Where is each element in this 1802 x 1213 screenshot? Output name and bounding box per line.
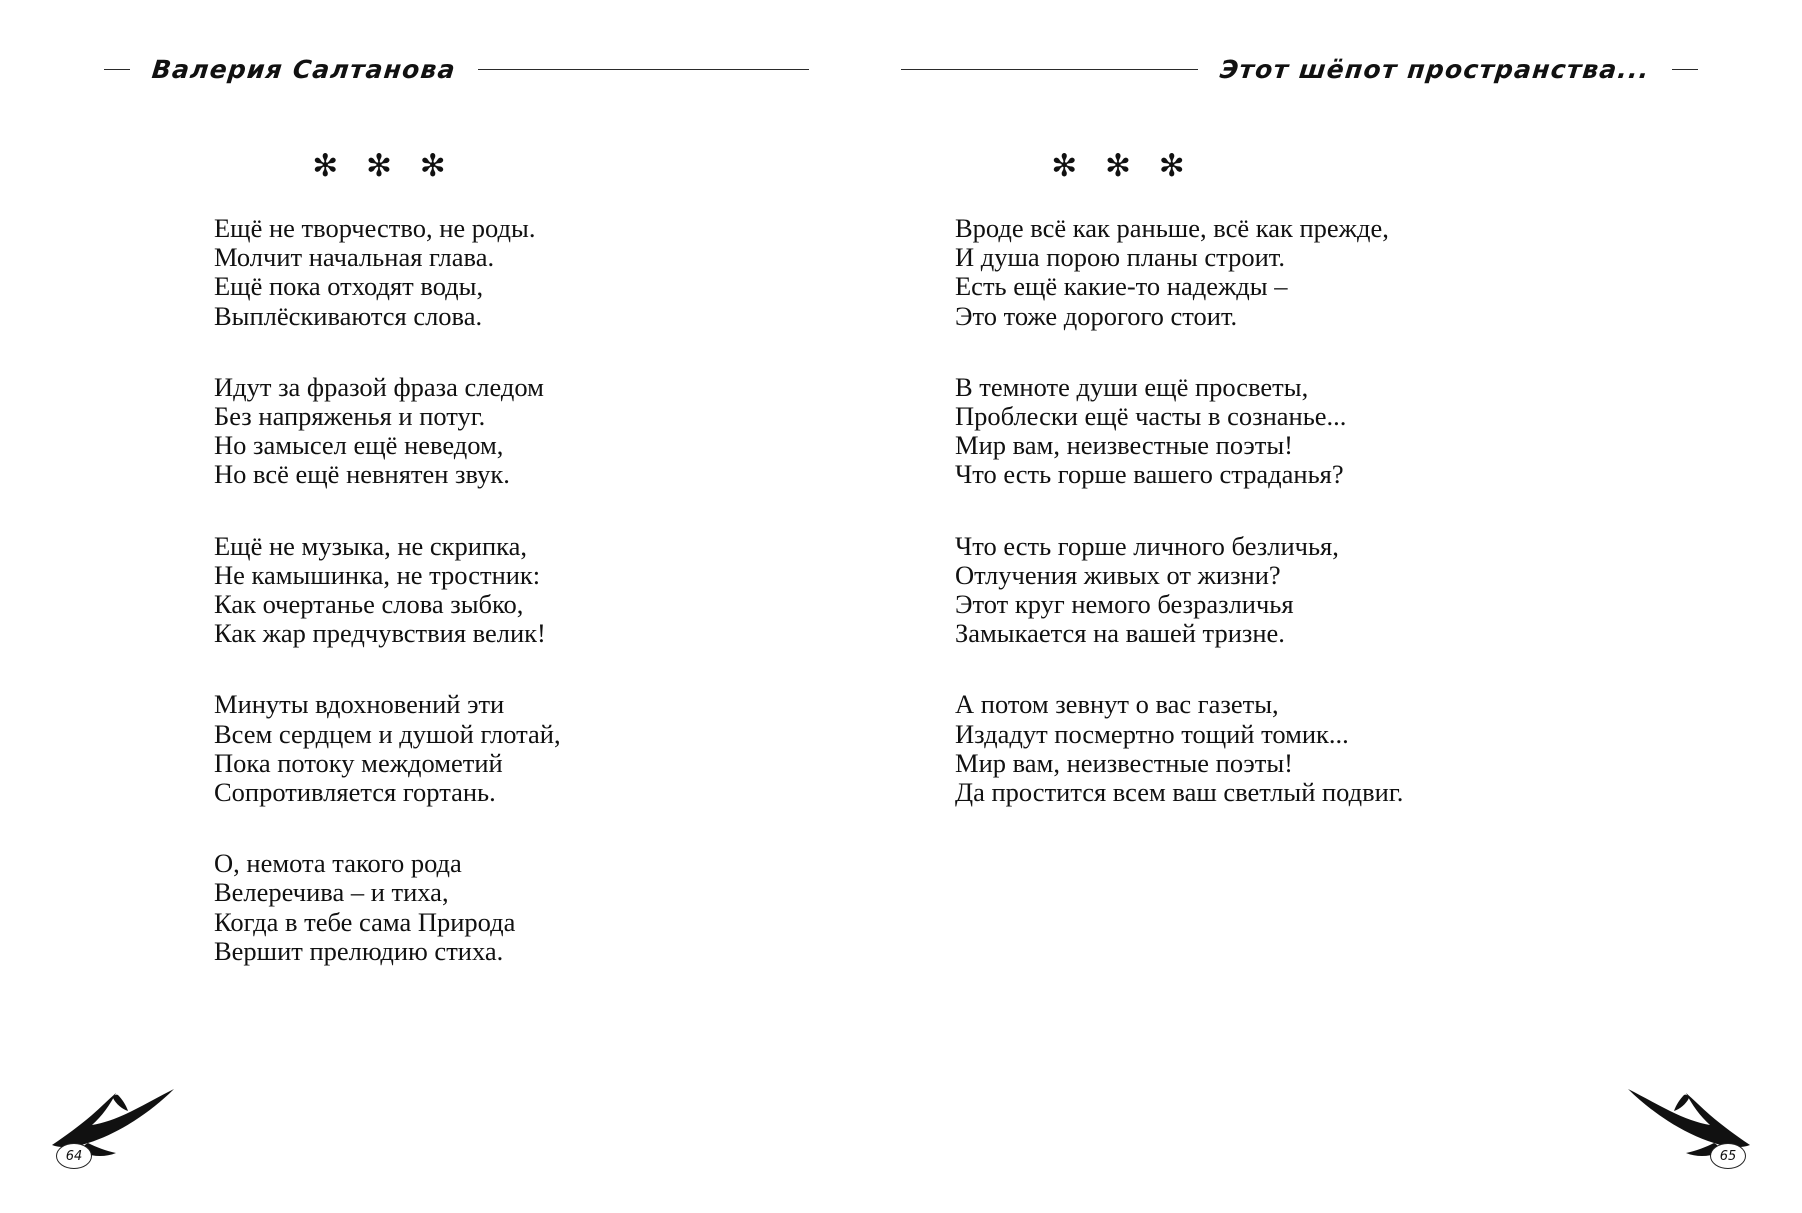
poem-line: Пока потоку междометий: [214, 747, 503, 778]
footer-ornament-right: [1598, 1083, 1768, 1173]
poem-title-asterisks: ✻ ✻ ✻: [312, 148, 456, 183]
stanza: [214, 532, 734, 649]
stanza: [955, 373, 1475, 490]
poem-line: Что есть горше вашего страданья?: [955, 459, 1344, 490]
poem-line: Отлучения живых от жизни?: [955, 559, 1281, 590]
poem-line: Минуты вдохновений эти: [214, 689, 505, 720]
poem-line: Всем сердцем и душой глотай,: [214, 718, 561, 749]
poem-line: Как жар предчувствия велик!: [214, 618, 546, 649]
poem-line: Этот круг немого безразличья: [955, 589, 1294, 620]
stanza: [214, 849, 734, 966]
poem-line: Велеречива – и тиха,: [214, 877, 449, 908]
stanza: [214, 690, 734, 807]
poem-line: Когда в тебе сама Природа: [214, 906, 516, 937]
page-number-right: 65: [1710, 1143, 1746, 1169]
poem-line: Ещё пока отходят воды,: [214, 271, 484, 302]
running-head-rule-end: [1672, 69, 1698, 70]
running-head-rule-start: [104, 69, 130, 70]
poem-line: Да простится всем ваш светлый подвиг.: [955, 777, 1404, 808]
poem-line: Не камышинка, не тростник:: [214, 559, 541, 590]
running-head-left: [104, 46, 809, 92]
poem-right: [955, 148, 1475, 807]
poem-line: Как очертанье слова зыбко,: [214, 589, 524, 620]
poem-line: Проблески ещё часты в сознанье...: [955, 401, 1347, 432]
running-head-book-title: Этот шёпот пространства...: [1218, 54, 1652, 84]
poem-line: Ещё не музыка, не скрипка,: [214, 530, 528, 561]
running-head-rule-end: [478, 69, 809, 70]
poem-line: В темноте души ещё просветы,: [955, 371, 1309, 402]
poem-line: Издадут посмертно тощий томик...: [955, 718, 1349, 749]
poem-line: Это тоже дорогого стоит.: [955, 300, 1238, 331]
stanza: [955, 214, 1475, 331]
stanza: [214, 214, 734, 331]
footer-ornament-left: [34, 1083, 204, 1173]
poem-line: Вроде всё как раньше, всё как прежде,: [955, 213, 1389, 243]
poem-line: Выплёскиваются слова.: [214, 300, 483, 331]
stanza: [214, 373, 734, 490]
poem-line: А потом зевнут о вас газеты,: [955, 689, 1279, 720]
running-head-rule-start: [901, 69, 1198, 70]
poem-line: Мир вам, неизвестные поэты!: [955, 747, 1293, 778]
poem-line: Сопротивляется гортань.: [214, 777, 496, 808]
stanza: [955, 690, 1475, 807]
poem-line: Что есть горше личного безличья,: [955, 530, 1339, 561]
stanza: [955, 532, 1475, 649]
poem-line: Идут за фразой фраза следом: [214, 371, 544, 402]
poem-line: О, немота такого рода: [214, 848, 462, 879]
poem-line: Но замысел ещё неведом,: [214, 430, 504, 461]
poem-line: Вершит прелюдию стиха.: [214, 935, 504, 966]
poem-line: Мир вам, неизвестные поэты!: [955, 430, 1293, 461]
poem-left: [214, 148, 734, 966]
poem-line: Ещё не творчество, не роды.: [214, 213, 536, 243]
poem-line: И душа порою планы строит.: [955, 242, 1285, 273]
poem-line: Молчит начальная глава.: [214, 242, 495, 273]
poem-line: Без напряженья и потуг.: [214, 401, 486, 432]
poem-title-asterisks: ✻ ✻ ✻: [1051, 148, 1195, 183]
page-number-left: 64: [56, 1143, 92, 1169]
running-head-author-name: Валерия Салтанова: [150, 54, 458, 84]
running-head-right: [901, 46, 1698, 92]
poem-line: Есть ещё какие-то надежды –: [955, 271, 1288, 302]
page-right: [901, 0, 1802, 1213]
poem-line: Замыкается на вашей тризне.: [955, 618, 1285, 649]
poem-line: Но всё ещё невнятен звук.: [214, 459, 510, 490]
